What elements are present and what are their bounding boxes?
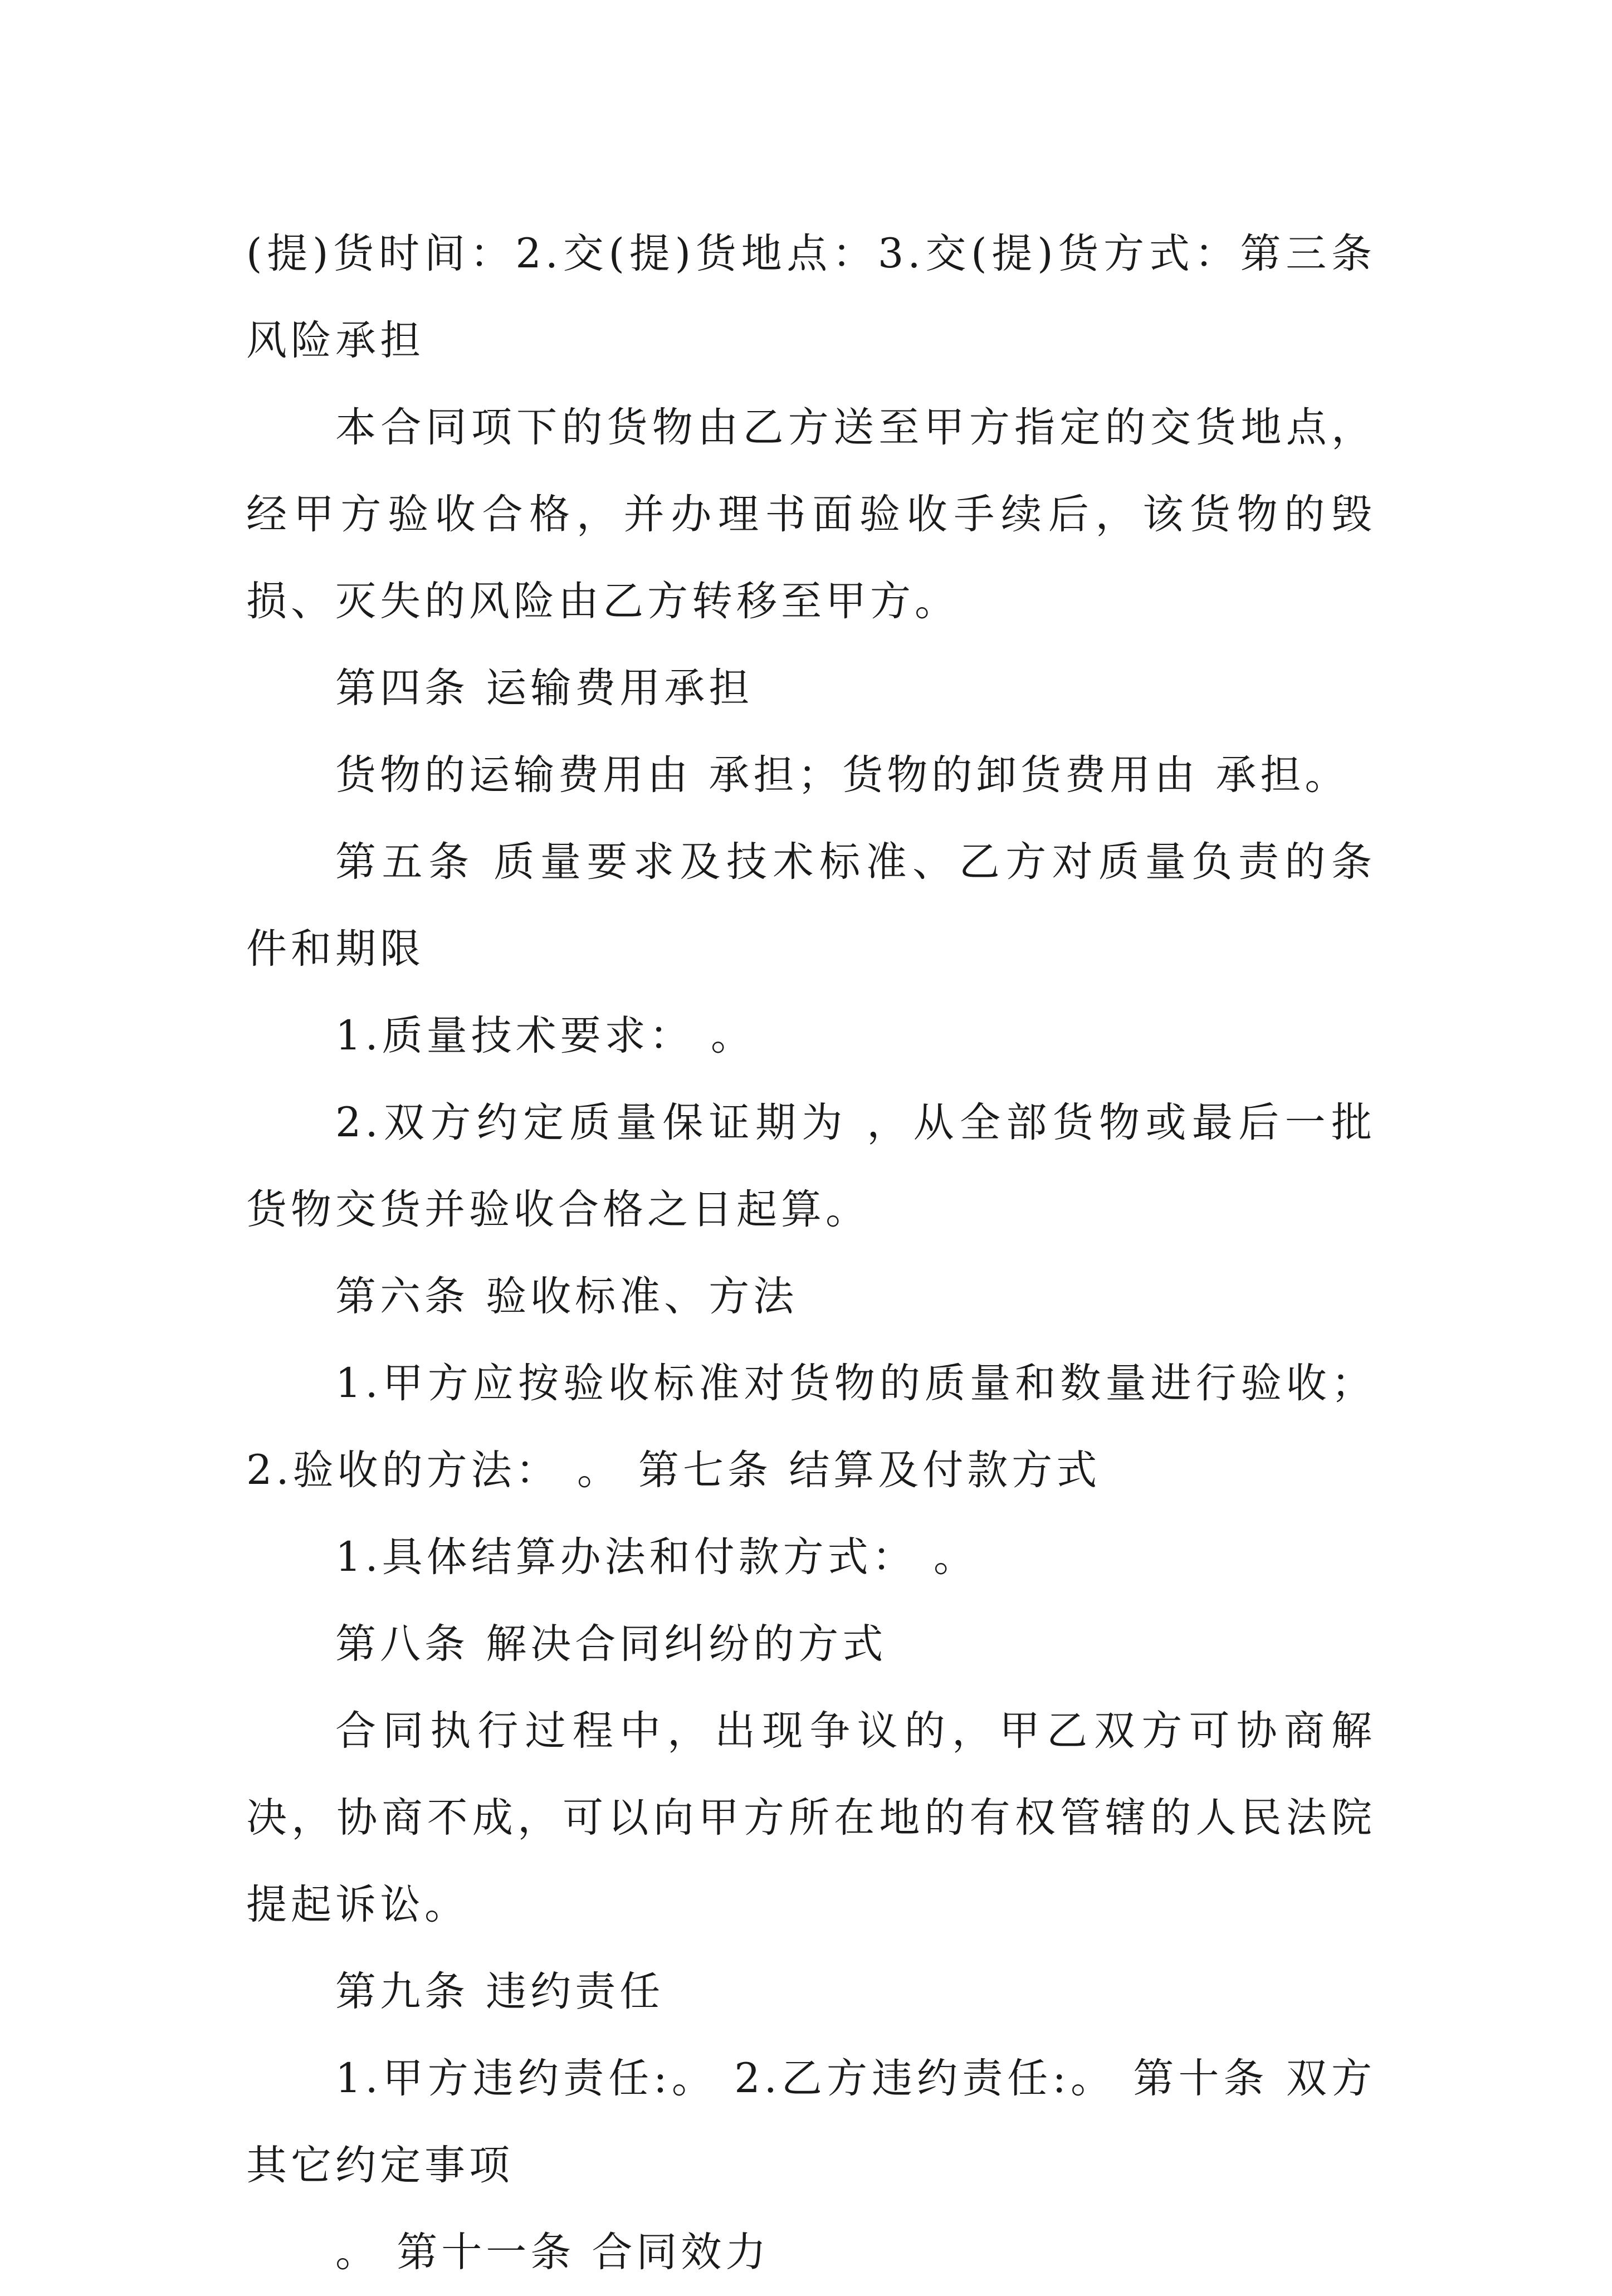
paragraph-breach-liability: 1.甲方违约责任:。 2.乙方违约责任:。 第十条 双方其它约定事项	[246, 2055, 1376, 2189]
paragraph-warranty-period: 2.双方约定质量保证期为 ，从全部货物或最后一批货物交货并验收合格之日起算。	[246, 1099, 1376, 1233]
paragraph-acceptance-method: 1.甲方应按验收标准对货物的质量和数量进行验收；2.验收的方法： 。 第七条 结算及付款方式	[246, 1360, 1376, 1494]
paragraph-quality-requirements: 1.质量技术要求： 。	[335, 1012, 755, 1059]
paragraph-dispute-resolution: 合同执行过程中，出现争议的，甲乙双方可协商解决，协商不成，可以向甲方所在地的有权管辖的人民法院提起诉讼。	[246, 1707, 1376, 1928]
paragraph-risk-transfer: 本合同项下的货物由乙方送至甲方指定的交货地点，经甲方验收合格，并办理书面验收手续后，该货物的毁损、灭失的风险由乙方转移至甲方。	[246, 404, 1376, 625]
heading-article-5: 第五条 质量要求及技术标准、乙方对质量负责的条件和期限	[246, 838, 1376, 973]
heading-article-6: 第六条 验收标准、方法	[335, 1273, 798, 1320]
paragraph-transport-costs: 货物的运输费用由 承担；货物的卸货费用由 承担。	[335, 751, 1350, 799]
heading-article-4: 第四条 运输费用承担	[335, 665, 754, 712]
document-body	[246, 211, 1376, 2296]
paragraph-delivery-terms: (提)货时间：2.交(提)货地点：3.交(提)货方式：第三条风险承担	[246, 230, 1376, 364]
heading-article-8: 第八条 解决合同纠纷的方式	[335, 1620, 887, 1668]
heading-article-9: 第九条 违约责任	[335, 1968, 665, 2015]
paragraph-contract-effect: 。 第十一条 合同效力	[335, 2229, 770, 2276]
paragraph-payment-method: 1.具体结算办法和付款方式： 。	[335, 1533, 978, 1581]
